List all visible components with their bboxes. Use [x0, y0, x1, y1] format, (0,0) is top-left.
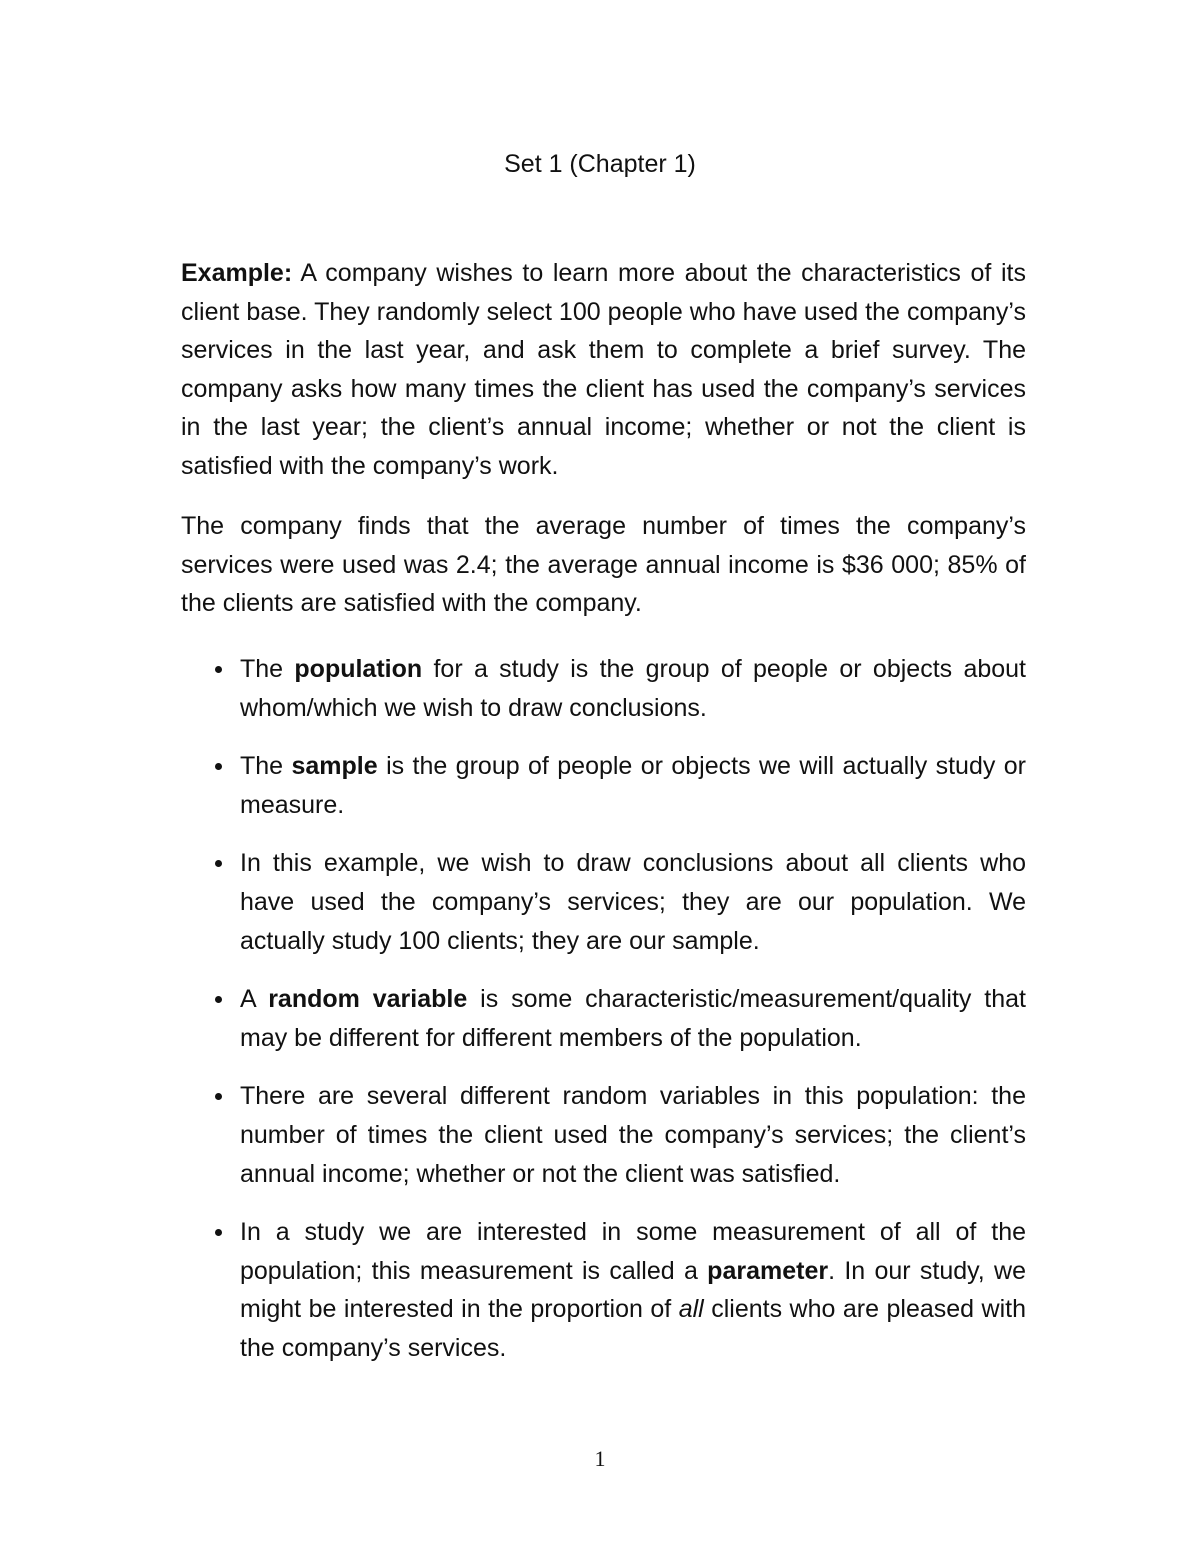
list-item-example-note: In this example, we wish to draw conclusions about all clients who have used the company’s services; they are our population. We actually study 100 clients; they are our sample.	[181, 844, 1026, 960]
bullet-icon	[215, 860, 222, 867]
list-item-sample: The sample is the group of people or objects we will actually study or measure.	[181, 747, 1026, 824]
bullet-icon	[215, 996, 222, 1003]
definitions-list	[181, 650, 1026, 1388]
list-item-parameter: In a study we are interested in some measurement of all of the population; this measurement is called a parameter. In our study, we might be interested in the proportion of all clients who are pleased with the company’s services.	[181, 1213, 1026, 1367]
term-parameter: parameter	[707, 1256, 829, 1285]
emphasis-all: all	[678, 1295, 704, 1324]
page-number: 1	[594, 1446, 606, 1471]
bullet-icon	[215, 1093, 222, 1100]
list-item-several-variables: There are several different random variables in this population: the number of times the client used the company’s services; the client’s annual income; whether or not the client was satisfied.	[181, 1077, 1026, 1193]
bullet-icon	[215, 763, 222, 770]
example-paragraph	[181, 254, 1026, 486]
example-text: A company wishes to learn more about the characteristics of its client base. They randomly select 100 people who have used the company’s services in the last year, and ask them to complete a brief survey. The company asks how many times the client has used the company’s services in the last year; the client’s annual income; whether or not the client is satisfied with the company’s work.	[181, 259, 1026, 480]
bullet-icon	[215, 1229, 222, 1236]
example-label: Example:	[181, 259, 293, 287]
term-population: population	[294, 655, 423, 683]
findings-paragraph: The company finds that the average number of times the company’s services were used was 2.4; the average annual income is $36 000; 85% of the clients are satisfied with the company.	[181, 512, 1026, 618]
page-title: Set 1 (Chapter 1)	[504, 150, 696, 178]
term-sample: sample	[291, 752, 378, 781]
bullet-icon	[215, 666, 222, 673]
term-random-variable: random variable	[268, 985, 468, 1014]
list-item-population: The population for a study is the group of people or objects about whom/which we wish to draw conclusions.	[181, 650, 1026, 727]
list-item-random-variable: A random variable is some characteristic/measurement/quality that may be different for different members of the population.	[181, 980, 1026, 1057]
